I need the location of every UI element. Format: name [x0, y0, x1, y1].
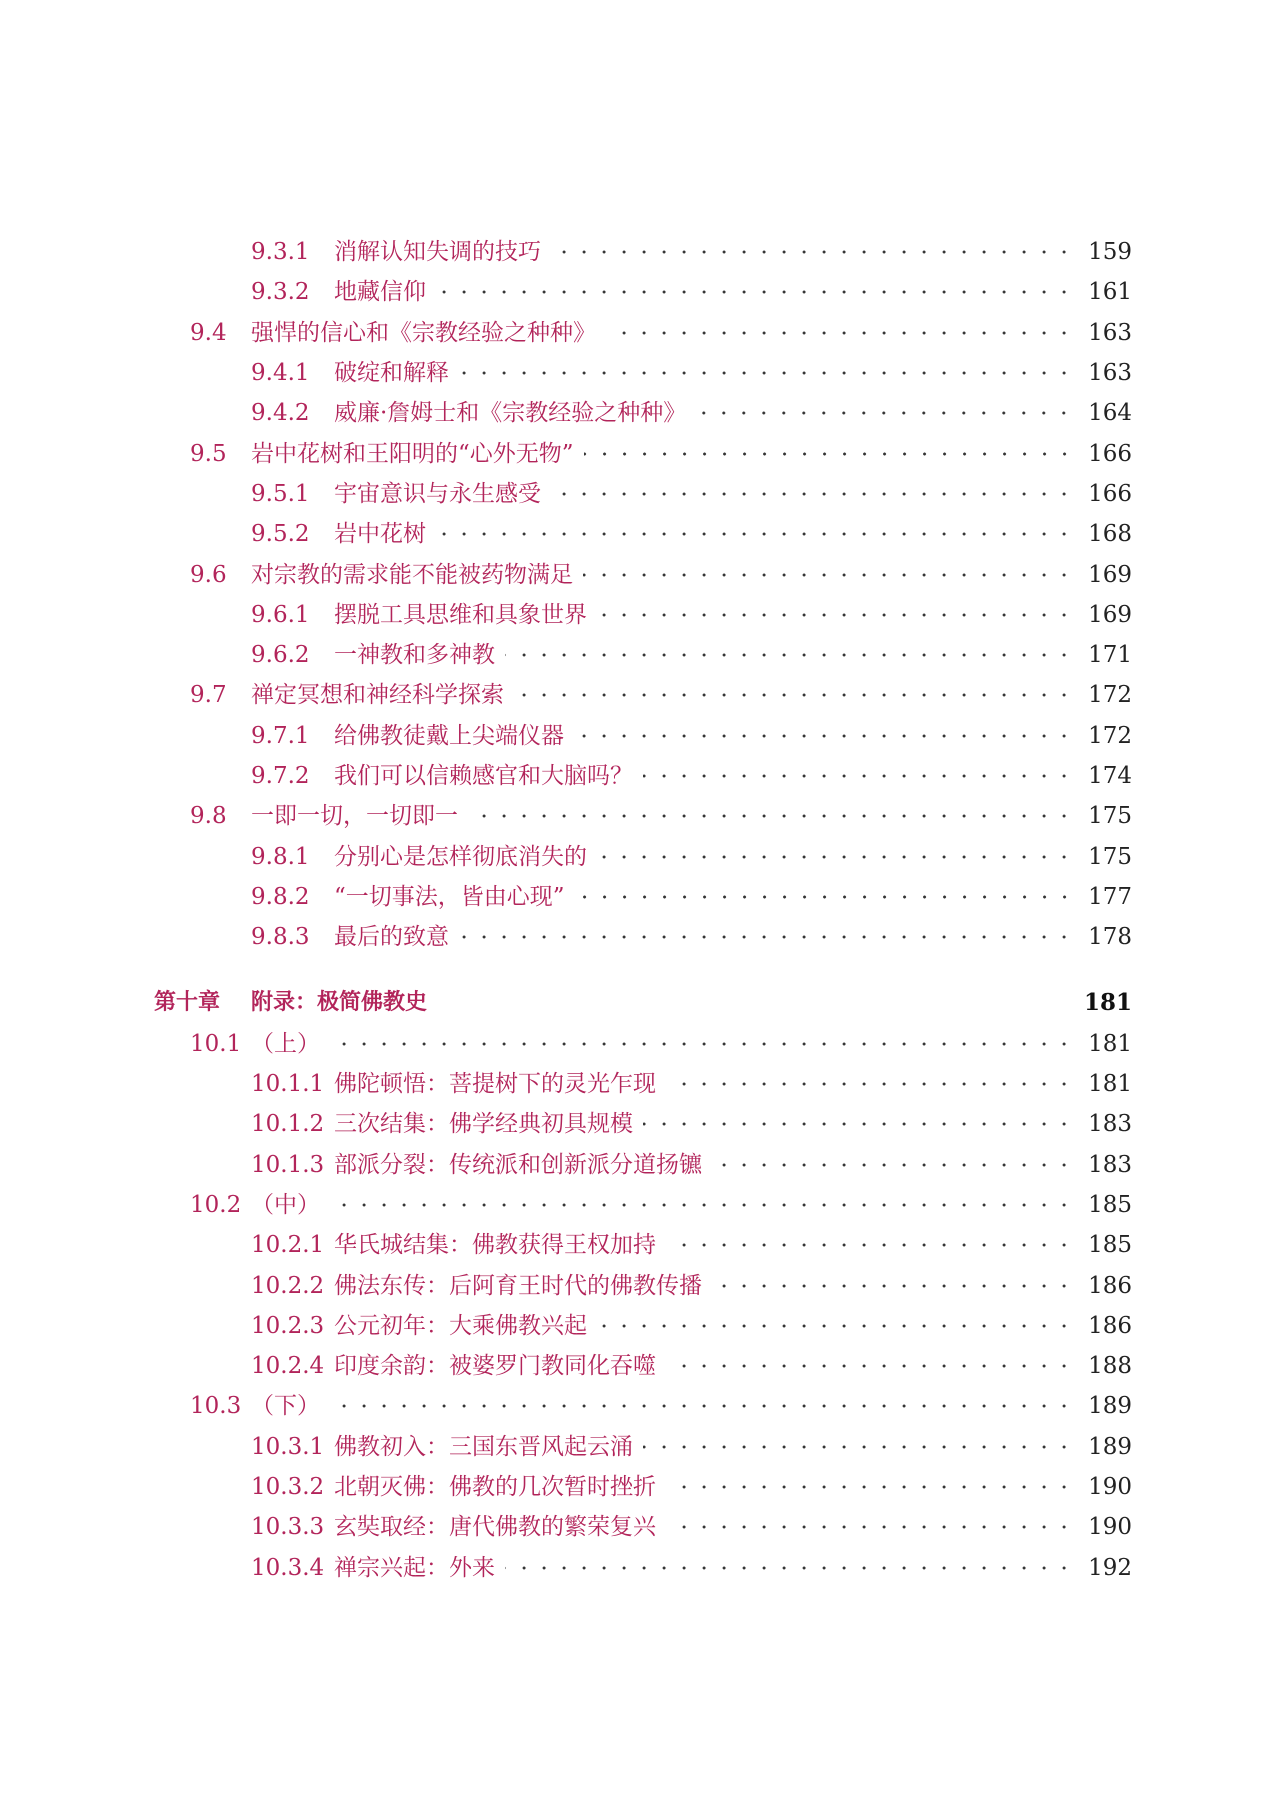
- toc-subsection-row[interactable]: [154, 474, 1132, 514]
- dot-leader: [505, 1548, 1080, 1588]
- toc-entry-title: 一神教和多神教: [334, 642, 495, 669]
- dot-leader: [459, 353, 1080, 393]
- dot-leader: [666, 1346, 1080, 1386]
- toc-subsection-row[interactable]: [154, 836, 1132, 876]
- toc-entry-page-number: 166: [1088, 440, 1132, 467]
- toc-entry-page-number: 192: [1088, 1554, 1132, 1581]
- toc-entry-page-number: 175: [1088, 843, 1132, 870]
- toc-entry-title: （下）: [251, 1393, 320, 1420]
- dot-leader: [551, 474, 1080, 514]
- toc-entry-title: 岩中花树和王阳明的“心外无物”: [251, 440, 574, 467]
- dot-leader: [597, 1306, 1080, 1346]
- toc-entry-number: 9.5.2: [251, 521, 310, 548]
- toc-subsection-row[interactable]: [154, 877, 1132, 917]
- toc-entry-title: 部派分裂：传统派和创新派分道扬镳: [334, 1151, 702, 1178]
- toc-entry-page-number: 163: [1088, 360, 1132, 387]
- dot-leader: [643, 756, 1080, 796]
- toc-entry-number: 10.2.3: [251, 1312, 325, 1339]
- toc-subsection-row[interactable]: [154, 1064, 1132, 1104]
- dot-leader: [436, 514, 1080, 554]
- toc-section-10: [154, 1024, 1132, 1588]
- toc-entry-title: 玄奘取经：唐代佛教的繁荣复兴: [334, 1514, 656, 1541]
- toc-section-row[interactable]: [154, 796, 1132, 836]
- toc-entry-number: 10.1.1: [251, 1071, 325, 1098]
- toc-subsection-row[interactable]: [154, 272, 1132, 312]
- toc-subsection-row[interactable]: [154, 1467, 1132, 1507]
- toc-subsection-row[interactable]: [154, 1104, 1132, 1144]
- toc-entry-page-number: 186: [1088, 1272, 1132, 1299]
- toc-entry-title: 岩中花树: [334, 521, 426, 548]
- toc-entry-page-number: 175: [1088, 803, 1132, 830]
- toc-entry-title: 威廉·詹姆士和《宗教经验之种种》: [334, 400, 687, 427]
- toc-entry-title: （上）: [251, 1030, 320, 1057]
- toc-entry-page-number: 183: [1088, 1111, 1132, 1138]
- toc-entry-title: 地藏信仰: [334, 279, 426, 306]
- toc-entry-title: 华氏城结集：佛教获得王权加持: [334, 1232, 656, 1259]
- toc-section-row[interactable]: [154, 433, 1132, 473]
- dot-leader: [575, 877, 1081, 917]
- dot-leader: [583, 555, 1080, 595]
- toc-entry-page-number: 161: [1088, 279, 1132, 306]
- toc-entry-title: 一即一切，一切即一: [251, 803, 458, 830]
- toc-entry-page-number: 163: [1088, 319, 1132, 346]
- toc-entry-number: 9.3.1: [251, 239, 310, 266]
- toc-entry-title: 佛陀顿悟：菩提树下的灵光乍现: [334, 1071, 656, 1098]
- dot-leader: [330, 1024, 1080, 1064]
- toc-entry-title: 分别心是怎样彻底消失的: [334, 843, 587, 870]
- dot-leader: [643, 1427, 1080, 1467]
- dot-leader: [712, 1145, 1080, 1185]
- toc-entry-title: 消解认知失调的技巧: [334, 239, 541, 266]
- toc-subsection-row[interactable]: [154, 756, 1132, 796]
- dot-leader: [584, 434, 1081, 474]
- toc-entry-number: 9.7.2: [251, 763, 310, 789]
- toc-entry-page-number: 168: [1088, 521, 1132, 548]
- toc-section-row[interactable]: [154, 1386, 1132, 1426]
- toc-subsection-row[interactable]: [154, 635, 1132, 675]
- toc-entry-number: 10.3.3: [251, 1514, 325, 1541]
- toc-subsection-row[interactable]: [154, 393, 1132, 433]
- toc-chapter-row[interactable]: [154, 983, 1132, 1023]
- toc-entry-page-number: 189: [1088, 1433, 1132, 1460]
- chapter-title: 附录：极简佛教史: [251, 990, 428, 1016]
- toc-entry-title: 公元初年：大乘佛教兴起: [334, 1312, 587, 1339]
- toc-section-row[interactable]: [154, 554, 1132, 594]
- toc-entry-number: 9.8.3: [251, 924, 310, 951]
- toc-entry-page-number: 185: [1088, 1232, 1132, 1259]
- toc-subsection-row[interactable]: [154, 1548, 1132, 1588]
- toc-entry-number: 9.8.2: [251, 883, 310, 910]
- toc-entry-page-number: 164: [1088, 400, 1132, 427]
- toc-entry-title: 佛教初入：三国东晋风起云涌: [334, 1433, 633, 1460]
- toc-subsection-row[interactable]: [154, 514, 1132, 554]
- dot-leader: [551, 232, 1080, 272]
- toc-subsection-row[interactable]: [154, 232, 1132, 272]
- toc-entry-number: 9.7.1: [251, 722, 310, 749]
- table-of-contents: [154, 232, 1132, 1588]
- toc-entry-number: 9.4.2: [251, 400, 310, 427]
- toc-section-row[interactable]: [154, 1024, 1132, 1064]
- dot-leader: [712, 1266, 1080, 1306]
- toc-subsection-row[interactable]: [154, 353, 1132, 393]
- toc-entry-number: 10.1.3: [251, 1151, 325, 1178]
- toc-entry-number: 9.7: [190, 682, 227, 709]
- toc-entry-page-number: 181: [1088, 1071, 1132, 1098]
- toc-entry-number: 10.1.2: [251, 1111, 325, 1138]
- toc-entry-title: 佛法东传：后阿育王时代的佛教传播: [334, 1272, 702, 1299]
- toc-entry-page-number: 172: [1088, 682, 1132, 709]
- dot-leader: [597, 595, 1080, 635]
- chapter-page-number: 181: [1083, 989, 1132, 1017]
- toc-entry-title: 给佛教徒戴上尖端仪器: [334, 722, 564, 749]
- toc-entry-number: 10.2.1: [251, 1232, 325, 1259]
- toc-entry-title: 三次结集：佛学经典初具规模: [334, 1111, 633, 1138]
- toc-entry-page-number: 189: [1088, 1393, 1132, 1420]
- toc-subsection-row[interactable]: [154, 1265, 1132, 1305]
- dot-leader: [436, 272, 1080, 312]
- toc-subsection-row[interactable]: [154, 1507, 1132, 1547]
- toc-entry-number: 9.8: [190, 803, 227, 830]
- dot-leader: [459, 917, 1080, 957]
- toc-entry-number: 10.3.4: [251, 1554, 325, 1581]
- toc-subsection-row[interactable]: [154, 917, 1132, 957]
- toc-entry-page-number: 181: [1088, 1030, 1132, 1057]
- toc-entry-page-number: 169: [1088, 561, 1132, 588]
- toc-section-row[interactable]: [154, 313, 1132, 353]
- toc-entry-page-number: 177: [1088, 883, 1132, 910]
- toc-entry-title: 北朝灭佛：佛教的几次暂时挫折: [334, 1474, 656, 1501]
- toc-entry-title: 宇宙意识与永生感受: [334, 480, 541, 507]
- toc-entry-title: “一切事法，皆由心现”: [334, 883, 565, 910]
- toc-subsection-row[interactable]: [154, 1145, 1132, 1185]
- dot-leader: [666, 1507, 1080, 1547]
- toc-entry-page-number: 166: [1088, 480, 1132, 507]
- toc-entry-number: 9.5.1: [251, 480, 310, 507]
- toc-entry-page-number: 159: [1088, 239, 1132, 266]
- dot-leader: [666, 1064, 1080, 1104]
- toc-entry-number: 10.3: [190, 1393, 242, 1420]
- toc-entry-title: 强悍的信心和《宗教经验之种种》: [251, 319, 596, 346]
- toc-entry-page-number: 178: [1088, 924, 1132, 951]
- toc-entry-page-number: 171: [1088, 642, 1132, 669]
- toc-entry-title: 印度余韵：被婆罗门教同化吞噬: [334, 1353, 656, 1380]
- toc-entry-page-number: 183: [1088, 1151, 1132, 1178]
- toc-entry-number: 10.3.1: [251, 1433, 325, 1460]
- dot-leader: [696, 393, 1080, 433]
- toc-entry-title: 最后的致意: [334, 924, 449, 951]
- toc-entry-number: 9.6.1: [251, 601, 310, 628]
- dot-leader: [597, 837, 1080, 877]
- toc-subsection-row[interactable]: [154, 716, 1132, 756]
- toc-entry-number: 9.3.2: [251, 279, 310, 306]
- toc-entry-number: 10.2: [190, 1191, 242, 1218]
- chapter-number: 第十章: [154, 990, 221, 1016]
- toc-entry-number: 9.6: [190, 561, 227, 588]
- toc-entry-title: 禅宗兴起：外来: [334, 1554, 495, 1581]
- toc-entry-page-number: 172: [1088, 722, 1132, 749]
- dot-leader: [505, 635, 1080, 675]
- toc-entry-page-number: 190: [1088, 1474, 1132, 1501]
- toc-entry-page-number: 174: [1088, 763, 1132, 789]
- toc-entry-number: 9.4: [190, 319, 227, 346]
- dot-leader: [666, 1225, 1080, 1265]
- toc-section-row[interactable]: [154, 675, 1132, 715]
- toc-entry-title: 我们可以信赖感官和大脑吗？: [334, 763, 633, 789]
- toc-entry-number: 10.2.2: [251, 1272, 325, 1299]
- toc-entry-number: 9.6.2: [251, 642, 310, 669]
- dot-leader: [574, 716, 1080, 756]
- toc-entry-number: 10.3.2: [251, 1474, 325, 1501]
- toc-entry-page-number: 185: [1088, 1191, 1132, 1218]
- toc-subsection-row[interactable]: [154, 1225, 1132, 1265]
- toc-section-row[interactable]: [154, 1185, 1132, 1225]
- toc-entry-number: 10.2.4: [251, 1353, 325, 1380]
- dot-leader: [330, 1185, 1080, 1225]
- toc-entry-number: 10.1: [190, 1030, 242, 1057]
- toc-section-9: [154, 232, 1132, 957]
- toc-entry-page-number: 169: [1088, 601, 1132, 628]
- toc-entry-number: 9.5: [190, 440, 227, 467]
- dot-leader: [666, 1467, 1080, 1507]
- toc-entry-title: 破绽和解释: [334, 360, 449, 387]
- toc-entry-number: 9.8.1: [251, 843, 310, 870]
- dot-leader: [643, 1104, 1080, 1144]
- toc-entry-title: 摆脱工具思维和具象世界: [334, 601, 587, 628]
- toc-entry-page-number: 190: [1088, 1514, 1132, 1541]
- dot-leader: [468, 796, 1080, 836]
- toc-entry-number: 9.4.1: [251, 360, 310, 387]
- toc-entry-title: （中）: [251, 1191, 320, 1218]
- dot-leader: [330, 1386, 1080, 1426]
- toc-subsection-row[interactable]: [154, 1306, 1132, 1346]
- toc-subsection-row[interactable]: [154, 1346, 1132, 1386]
- dot-leader: [514, 675, 1080, 715]
- dot-leader: [606, 313, 1080, 353]
- toc-entry-page-number: 186: [1088, 1312, 1132, 1339]
- toc-entry-page-number: 188: [1088, 1353, 1132, 1380]
- toc-entry-title: 对宗教的需求能不能被药物满足: [251, 561, 573, 588]
- toc-subsection-row[interactable]: [154, 1427, 1132, 1467]
- toc-entry-title: 禅定冥想和神经科学探索: [251, 682, 504, 709]
- toc-subsection-row[interactable]: [154, 595, 1132, 635]
